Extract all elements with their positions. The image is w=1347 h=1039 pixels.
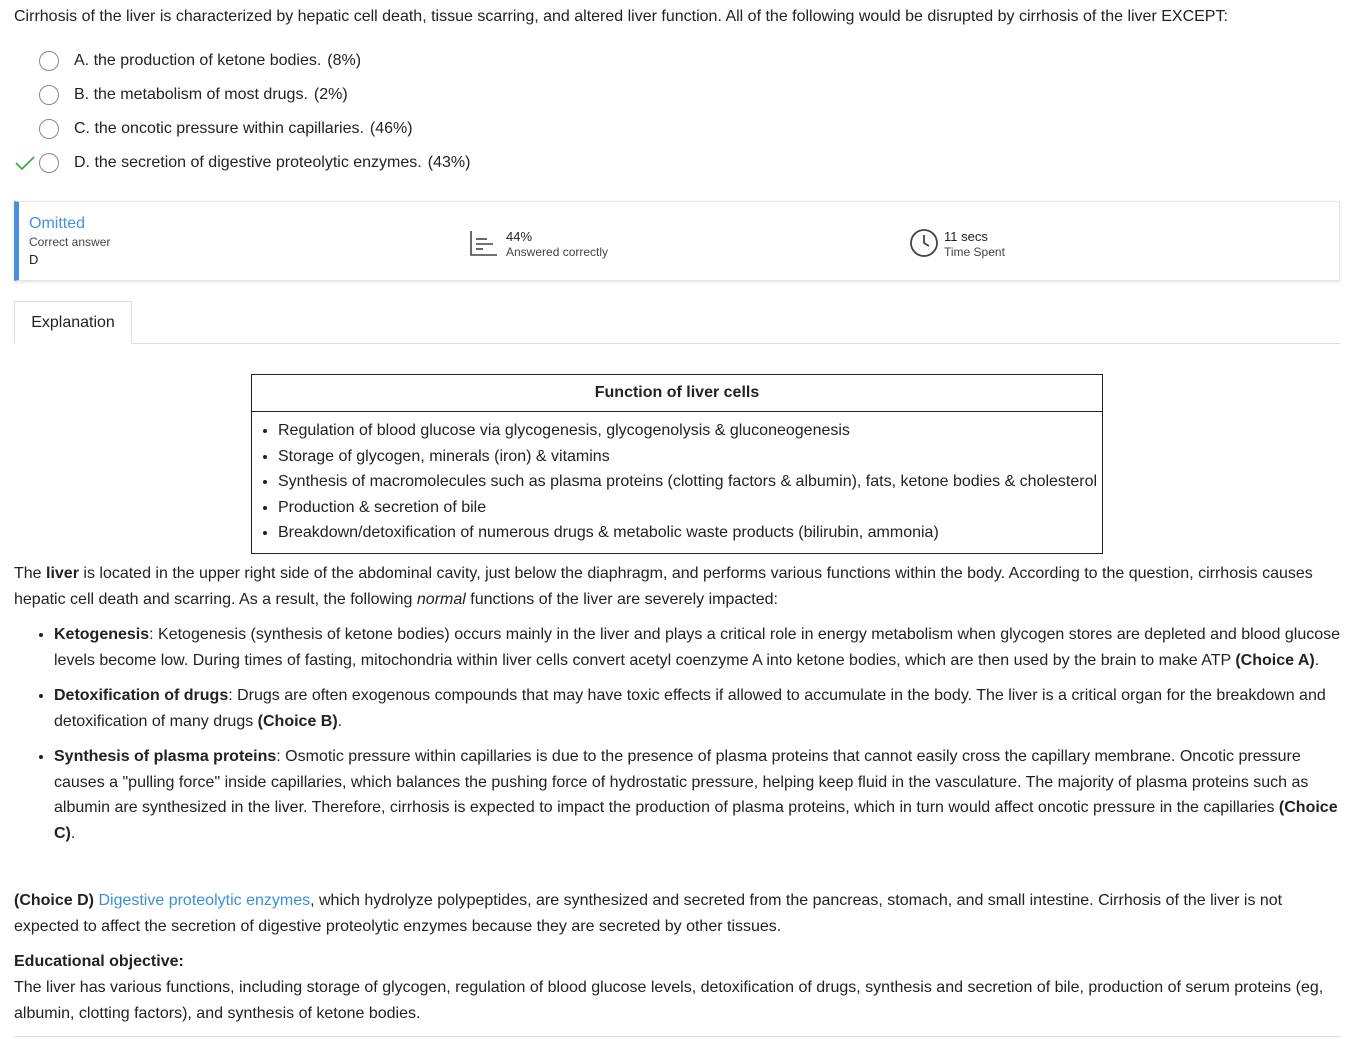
radio-a[interactable]	[39, 51, 59, 71]
table-list	[252, 412, 1102, 553]
choice-c-text: C. the oncotic pressure within capillaries. (46%)	[74, 120, 413, 137]
choice-a-text: A. the production of ketone bodies. (8%)	[74, 52, 362, 69]
time-spent-label: Time Spent	[944, 245, 1005, 259]
explanation-tabs	[14, 301, 1340, 344]
table-title: Function of liver cells	[252, 375, 1102, 412]
answer-status: Omitted	[29, 215, 86, 232]
correct-answer-label: Correct answer	[29, 235, 111, 249]
time-spent-value: 11 secs	[944, 229, 988, 244]
list-item: • Breakdown/detoxification of numerous drugs & metabolic waste products (bilirubin, ammonia)	[278, 520, 1102, 546]
choice-a[interactable]	[14, 44, 714, 78]
objective-title: Educational objective:	[14, 953, 184, 970]
radio-d[interactable]	[39, 153, 59, 173]
question-stem: Cirrhosis of the liver is characterized by hepatic cell death, tissue scarring, and altered liver function. All of the following would be disrupted by cirrhosis of the liver EXCEPT:	[14, 8, 1228, 25]
objective-text: The liver has various functions, including storage of glycogen, regulation of blood glucose levels, detoxification of drugs, synthesis and secretion of bile, production of serum proteins (eg, albumin, clotting factors), and synthesis of ketone bodies.	[14, 979, 1324, 1022]
choice-d-percent: (43%)	[427, 154, 471, 171]
choice-c-percent: (46%)	[369, 120, 413, 137]
radio-c[interactable]	[39, 119, 59, 139]
clock-icon	[909, 228, 939, 258]
impacted-functions-list	[14, 622, 1340, 856]
list-item: • Storage of glycogen, minerals (iron) & vitamins	[278, 444, 1102, 470]
proteolytic-enzymes-link[interactable]: Digestive proteolytic enzymes	[98, 892, 311, 909]
answer-choices	[14, 44, 714, 180]
answered-correctly-label: Answered correctly	[506, 245, 609, 259]
choice-d[interactable]	[14, 146, 714, 180]
correct-answer-value: D	[29, 252, 39, 267]
bullet-detoxification: • Detoxification of drugs: Drugs are often exogenous compounds that may have toxic effects if allowed to accumulate in the body. The liver is a critical organ for the breakdown and detoxification of many drugs (Choice B).	[54, 683, 1340, 734]
explanation-intro: The liver is located in the upper right side of the abdominal cavity, just below the diaphragm, and performs various functions within the body. According to the question, cirrhosis causes hepatic cell death and scarring. As a result, the following normal functions of the liver are severely impacted:	[14, 565, 1313, 608]
bar-chart-icon	[469, 229, 499, 257]
list-item: • Regulation of blood glucose via glycogenesis, glycogenolysis & gluconeogenesis	[278, 418, 1102, 444]
choice-b-percent: (2%)	[313, 86, 348, 103]
list-item: • Production & secretion of bile	[278, 495, 1102, 521]
bottom-divider	[14, 1036, 1340, 1037]
choice-c[interactable]	[14, 112, 714, 146]
choice-b[interactable]	[14, 78, 714, 112]
radio-b[interactable]	[39, 85, 59, 105]
choice-b-text: B. the metabolism of most drugs. (2%)	[74, 86, 348, 103]
list-item: • Synthesis of macromolecules such as plasma proteins (clotting factors & albumin), fats, ketone bodies & cholesterol	[278, 469, 1102, 495]
answered-correctly-percent: 44%	[506, 229, 533, 244]
correct-check-icon	[14, 154, 36, 172]
tab-explanation[interactable]: Explanation	[14, 301, 132, 344]
choice-a-percent: (8%)	[327, 52, 362, 69]
bullet-plasma-proteins: • Synthesis of plasma proteins: Osmotic pressure within capillaries is due to the presence of plasma proteins that cannot easily cross the capillary membrane. Oncotic pressure causes a "pulling force" inside capillaries, which balances the pushing force of hydrostatic pressure, helping keep fluid in the vasculature. The majority of plasma proteins such as albumin are synthesized in the liver. Therefore, cirrhosis is expected to impact the production of plasma proteins, which in turn would affect oncotic pressure in the capillaries (Choice C).	[54, 744, 1340, 846]
bullet-ketogenesis: • Ketogenesis: Ketogenesis (synthesis of ketone bodies) occurs mainly in the liver and plays a critical role in energy metabolism when glycogen stores are depleted and blood glucose levels become low. During times of fasting, mitochondria within liver cells convert acetyl coenzyme A into ketone bodies, which are then used by the brain to make ATP (Choice A).	[54, 622, 1340, 673]
choice-d-text: D. the secretion of digestive proteolytic enzymes. (43%)	[74, 154, 471, 171]
answer-stats-panel	[14, 201, 1340, 281]
liver-function-table	[251, 374, 1103, 554]
choice-d-explanation: (Choice D) Digestive proteolytic enzymes, which hydrolyze polypeptides, are synthesized and secreted from the pancreas, stomach, and small intestine. Cirrhosis of the liver is not expected to affect the secretion of digestive proteolytic enzymes because they are secreted by other tissues.	[14, 892, 1283, 935]
